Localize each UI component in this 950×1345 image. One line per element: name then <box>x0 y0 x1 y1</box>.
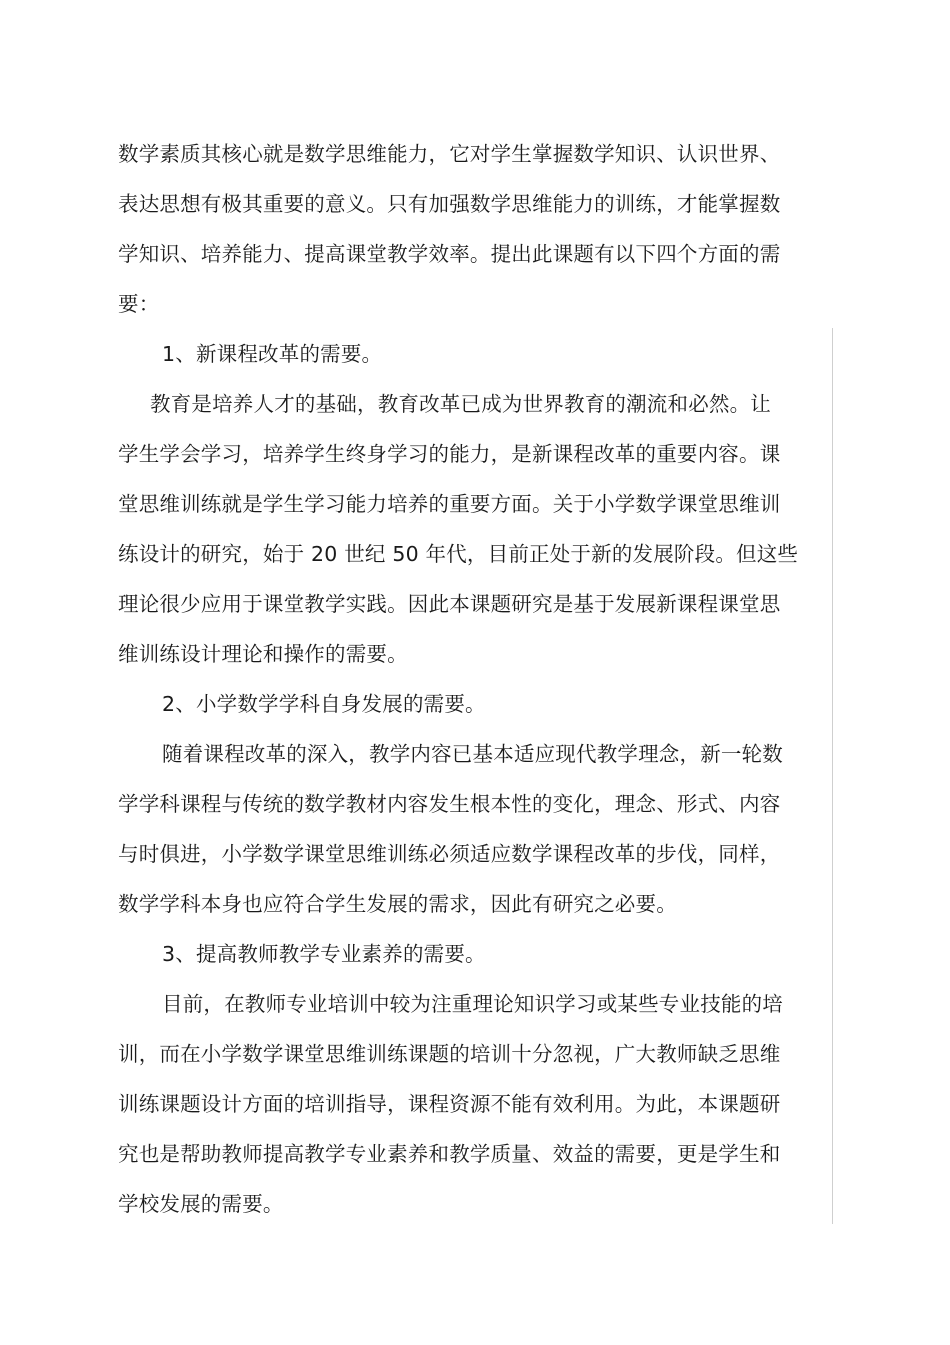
section-heading-1: 1、新课程改革的需要。 <box>162 342 383 366</box>
margin-rule <box>832 328 833 1224</box>
text-line: 学生学会学习，培养学生终身学习的能力，是新课程改革的重要内容。课 <box>118 442 781 466</box>
text-line: 训练课题设计方面的培训指导，课程资源不能有效利用。为此，本课题研 <box>118 1092 781 1116</box>
text-line: 究也是帮助教师提高教学专业素养和教学质量、效益的需要，更是学生和 <box>118 1142 781 1166</box>
text-line: 堂思维训练就是学生学习能力培养的重要方面。关于小学数学课堂思维训 <box>118 492 781 516</box>
text-line: 学知识、培养能力、提高课堂教学效率。提出此课题有以下四个方面的需 <box>118 242 781 266</box>
text-line: 表达思想有极其重要的意义。只有加强数学思维能力的训练，才能掌握数 <box>118 192 781 216</box>
text-line: 学学科课程与传统的数学教材内容发生根本性的变化，理念、形式、内容 <box>118 792 781 816</box>
text-line: 理论很少应用于课堂教学实践。因此本课题研究是基于发展新课程课堂思 <box>118 592 781 616</box>
text-line: 数学学科本身也应符合学生发展的需求，因此有研究之必要。 <box>118 892 677 916</box>
text-line: 随着课程改革的深入，教学内容已基本适应现代教学理念，新一轮数 <box>162 742 783 766</box>
text-line: 数学素质其核心就是数学思维能力，它对学生掌握数学知识、认识世界、 <box>118 142 781 166</box>
text-line: 训，而在小学数学课堂思维训练课题的培训十分忽视，广大教师缺乏思维 <box>118 1042 781 1066</box>
text-line: 学校发展的需要。 <box>118 1192 284 1216</box>
text-line: 要： <box>118 292 160 316</box>
text-line: 与时俱进，小学数学课堂思维训练必须适应数学课程改革的步伐，同样， <box>118 842 781 866</box>
text-line: 维训练设计理论和操作的需要。 <box>118 642 408 666</box>
text-line: 练设计的研究，始于 20 世纪 50 年代，目前正处于新的发展阶段。但这些 <box>118 542 799 566</box>
section-heading-3: 3、提高教师教学专业素养的需要。 <box>162 942 486 966</box>
text-line: 教育是培养人才的基础，教育改革已成为世界教育的潮流和必然。让 <box>150 392 771 416</box>
text-line: 目前，在教师专业培训中较为注重理论知识学习或某些专业技能的培 <box>162 992 783 1016</box>
section-heading-2: 2、小学数学学科自身发展的需要。 <box>162 692 486 716</box>
